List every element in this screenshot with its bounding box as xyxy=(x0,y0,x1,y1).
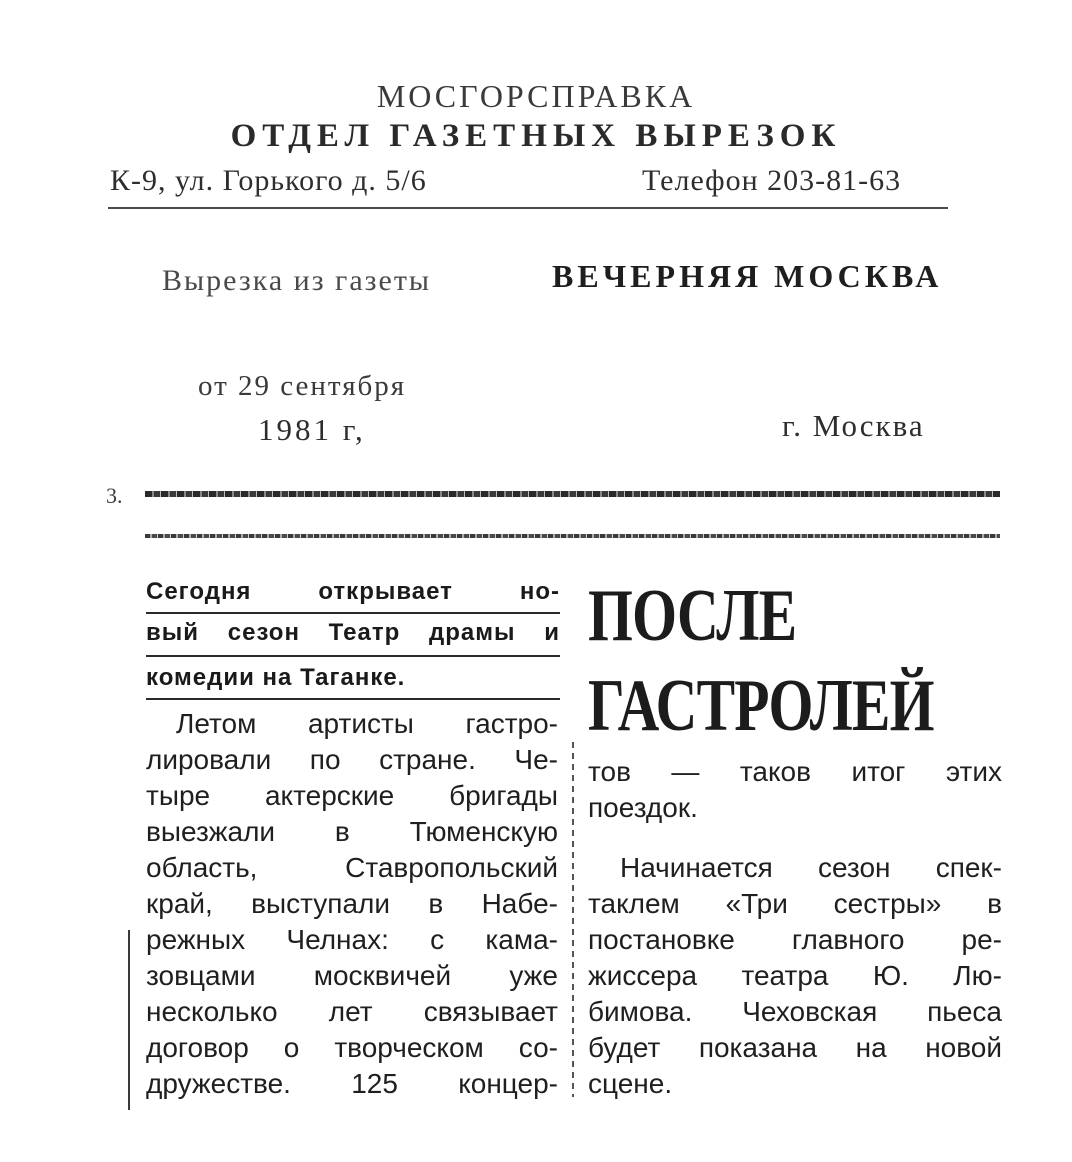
lead-underline xyxy=(146,612,560,614)
column2-line: поездок. xyxy=(588,792,698,823)
lead-line: Сегодня открывает но- xyxy=(146,578,560,605)
column1-line: край, выступали в Набе- xyxy=(146,888,558,919)
column1-line: лировали по стране. Че- xyxy=(146,744,558,775)
header-underline xyxy=(108,207,948,209)
org-name: МОСГОРСПРАВКА xyxy=(376,78,696,114)
column2-line: бимова. Чеховская пьеса xyxy=(588,996,1002,1027)
newspaper-name: ВЕЧЕРНЯЯ МОСКВА xyxy=(552,258,943,294)
column1-line: режных Челнах: с кама- xyxy=(146,924,558,955)
column-left-rule xyxy=(128,930,130,1110)
column1-line: Летом артисты гастро- xyxy=(176,708,558,739)
column1-line: тыре актерские бригады xyxy=(146,780,558,811)
clipping-label: Вырезка из газеты xyxy=(162,264,432,297)
lead-line: комедии на Таганке. xyxy=(146,664,406,691)
column2-line: постановке главного ре- xyxy=(588,924,1002,955)
column2-line: Начинается сезон спек- xyxy=(620,852,1002,883)
column1-line: зовцами москвичей уже xyxy=(146,960,558,991)
headline-line: ГАСТРОЛЕЙ xyxy=(588,665,934,747)
column2-line: тов — таков итог этих xyxy=(588,756,1002,787)
column2-line: будет показана на новой xyxy=(588,1032,1002,1063)
date-day: от 29 сентября xyxy=(198,370,407,402)
column2-line: сцене. xyxy=(588,1068,673,1099)
department-name: ОТДЕЛ ГАЗЕТНЫХ ВЫРЕЗОК xyxy=(230,118,842,154)
lead-underline xyxy=(146,698,560,700)
address: К-9, ул. Горького д. 5/6 xyxy=(110,164,427,197)
column1-line: дружестве. 125 концер- xyxy=(146,1068,558,1099)
column-divider xyxy=(572,742,574,1097)
column2-line: таклем «Три сестры» в xyxy=(588,888,1002,919)
column1-line: область, Ставропольский xyxy=(146,852,558,883)
city: г. Москва xyxy=(782,408,925,443)
clipping-rule-bottom xyxy=(145,534,1000,538)
phone: Телефон 203-81-63 xyxy=(642,164,902,197)
clipping-rule-top xyxy=(145,491,1000,497)
headline-line: ПОСЛЕ xyxy=(588,575,797,657)
column1-line: договор о творческом со- xyxy=(146,1032,558,1063)
column1-line: несколько лет связывает xyxy=(146,996,558,1027)
date-year: 1981 г, xyxy=(258,412,366,447)
column2-line: жиссера театра Ю. Лю- xyxy=(588,960,1002,991)
page-number: 3. xyxy=(106,483,123,508)
lead-line: вый сезон Театр драмы и xyxy=(146,619,560,646)
column1-line: выезжали в Тюменскую xyxy=(146,816,558,847)
lead-underline xyxy=(146,655,560,657)
